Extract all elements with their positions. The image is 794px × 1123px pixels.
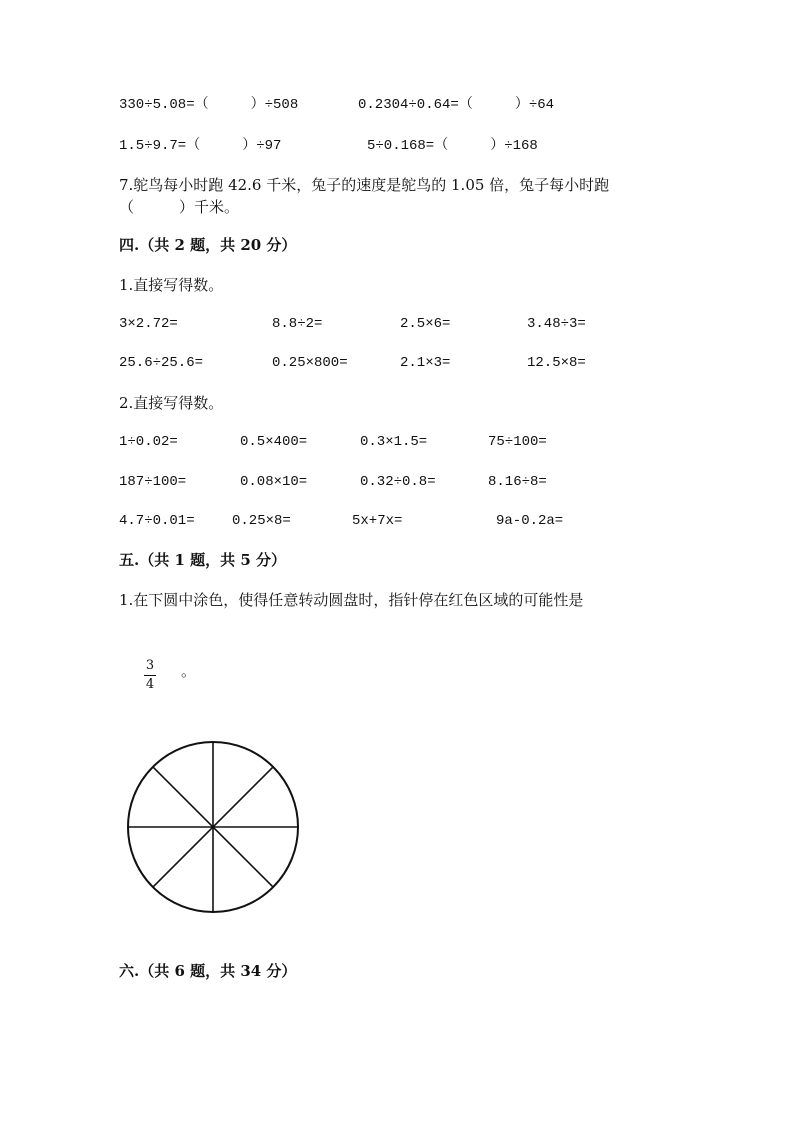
equation: 5x+7x= xyxy=(352,513,403,529)
equation: 25.6÷25.6= xyxy=(119,355,204,371)
equation: 8.8÷2= xyxy=(272,316,323,332)
question-text: 1.在下圆中涂色，使得任意转动圆盘时，指针停在红色区域的可能性是 xyxy=(119,591,584,609)
period: 。 xyxy=(181,662,197,680)
equation: 75÷100= xyxy=(488,434,547,450)
equation: 0.25×800= xyxy=(272,355,348,371)
fraction xyxy=(140,659,160,692)
equation: 1.5÷9.7=（ ）÷97 xyxy=(119,138,282,154)
equation: 3×2.72= xyxy=(119,316,178,332)
equation: 0.2304÷0.64=（ ）÷64 xyxy=(358,97,555,113)
equation: 187÷100= xyxy=(119,474,187,490)
fraction-denominator: 4 xyxy=(145,677,155,692)
section-heading: 四.（共 2 题，共 20 分） xyxy=(119,236,297,254)
equation: 8.16÷8= xyxy=(488,474,547,490)
equation: 0.3×1.5= xyxy=(360,434,428,450)
circle-dividers xyxy=(128,742,298,912)
section-heading: 六.（共 6 题，共 34 分） xyxy=(119,962,297,980)
equation: 5÷0.168=（ ）÷168 xyxy=(367,138,538,154)
equation: 9a-0.2a= xyxy=(496,513,564,529)
equation: 2.5×6= xyxy=(400,316,451,332)
spinner-circle[interactable] xyxy=(123,738,303,918)
equation: 2.1×3= xyxy=(400,355,451,371)
equation: 330÷5.08=（ ）÷508 xyxy=(119,97,299,113)
equation: 3.48÷3= xyxy=(527,316,586,332)
question-label: 1.直接写得数。 xyxy=(119,276,224,294)
question-7-line1: 7.鸵鸟每小时跑 42.6 千米，兔子的速度是鸵鸟的 1.05 倍，兔子每小时跑 xyxy=(119,176,610,194)
section-heading: 五.（共 1 题，共 5 分） xyxy=(119,551,286,569)
equation: 0.25×8= xyxy=(232,513,291,529)
question-7-line2: （ ）千米。 xyxy=(119,198,240,216)
equation: 4.7÷0.01= xyxy=(119,513,195,529)
equation: 0.08×10= xyxy=(240,474,308,490)
question-label: 2.直接写得数。 xyxy=(119,394,224,412)
equation: 1÷0.02= xyxy=(119,434,178,450)
equation: 0.5×400= xyxy=(240,434,308,450)
fraction-numerator: 3 xyxy=(145,658,155,673)
equation: 12.5×8= xyxy=(527,355,586,371)
fraction-bar xyxy=(144,675,156,676)
equation: 0.32÷0.8= xyxy=(360,474,436,490)
